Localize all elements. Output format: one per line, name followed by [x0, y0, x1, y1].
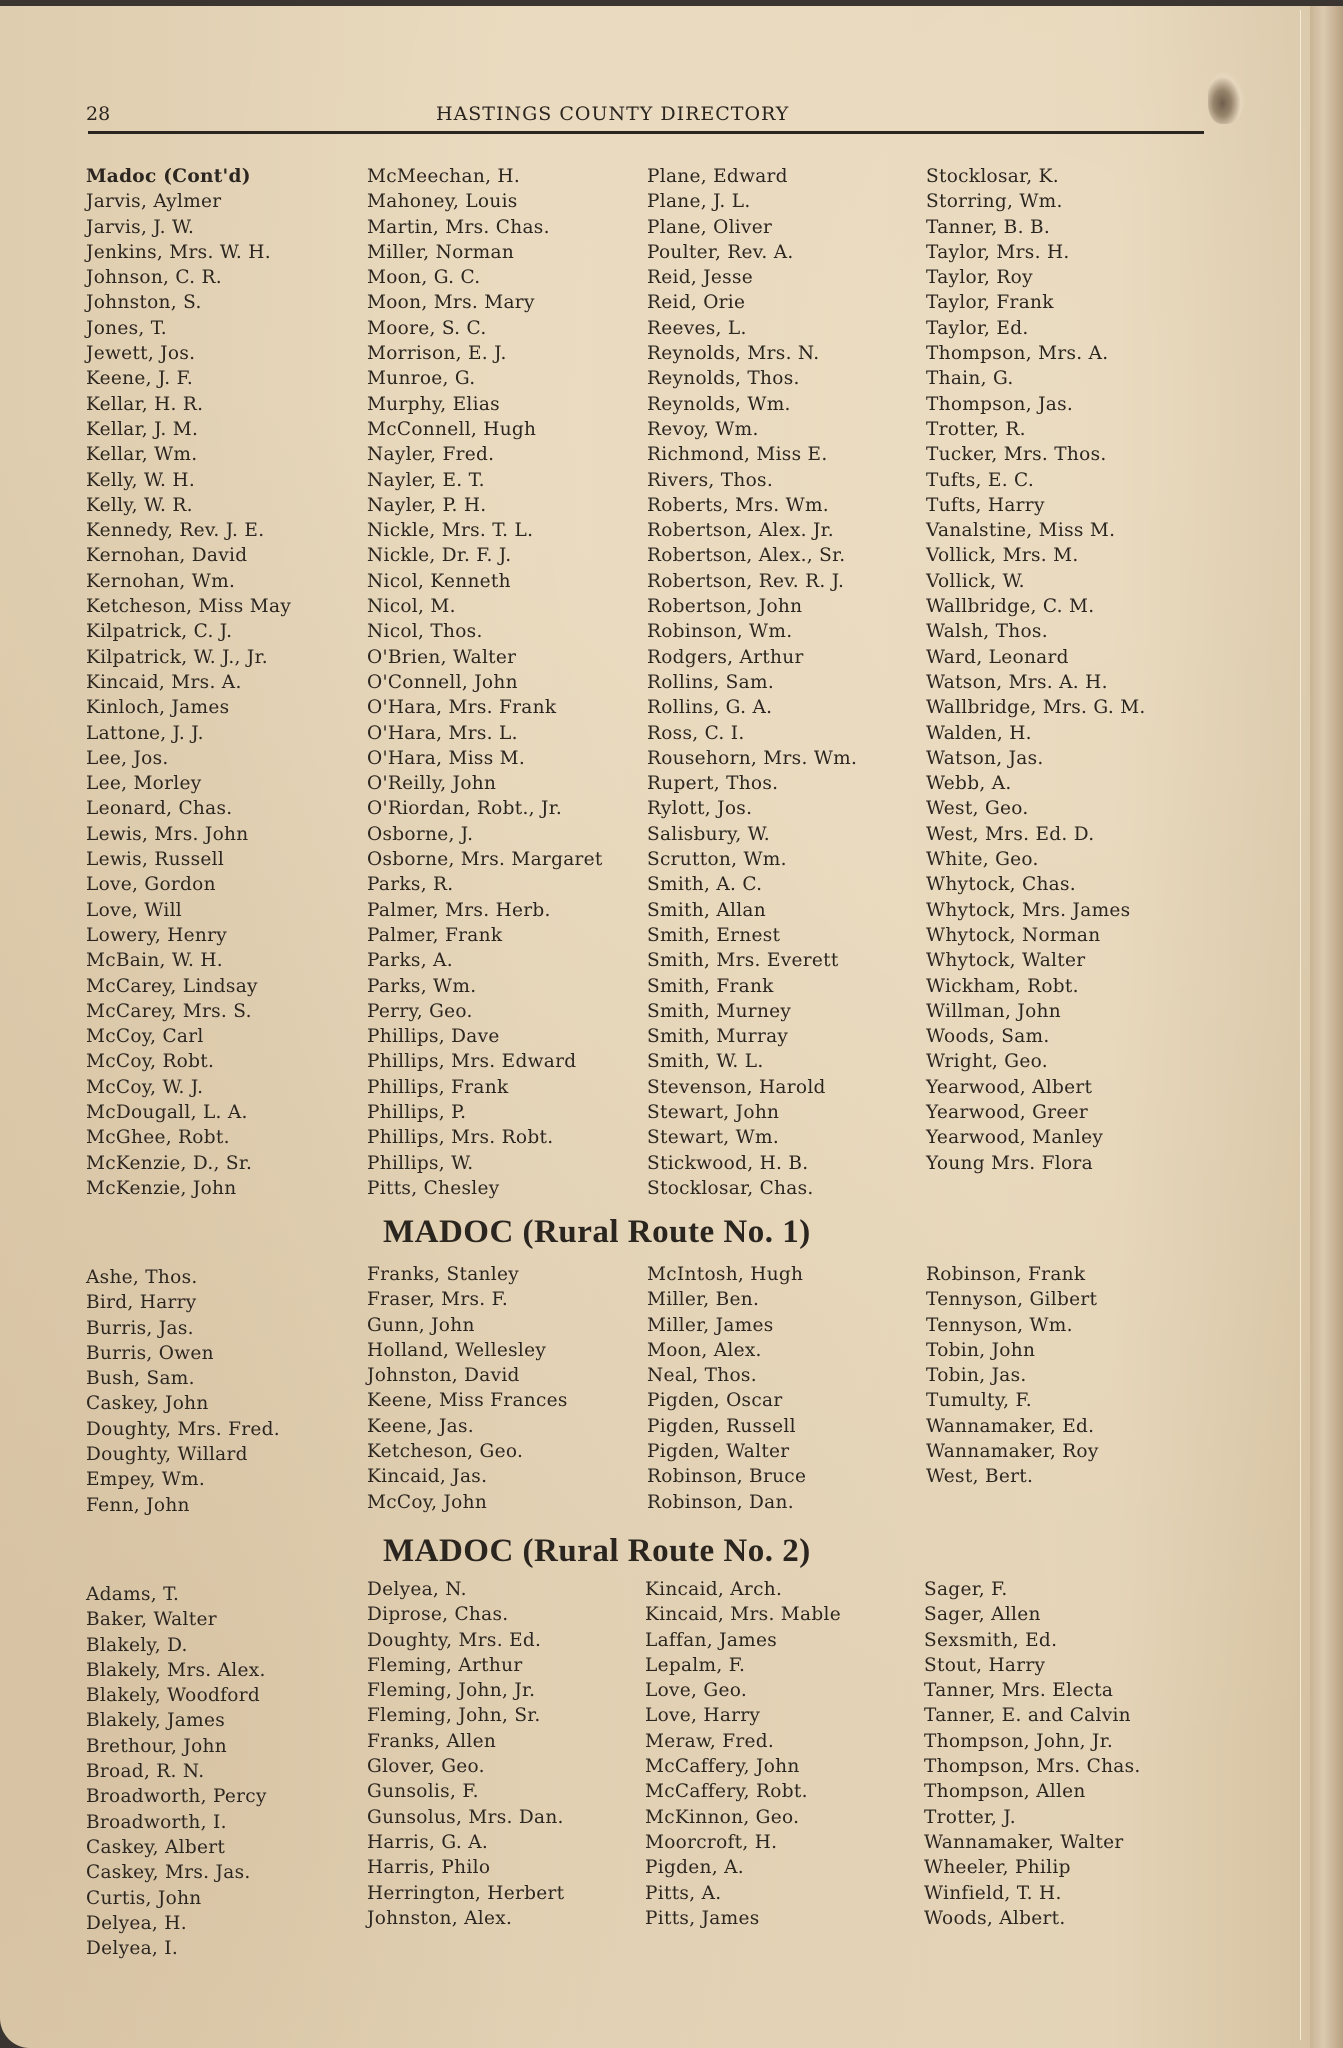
directory-entry: White, Geo. — [926, 849, 1039, 871]
directory-entry: Gunsolus, Mrs. Dan. — [367, 1806, 564, 1828]
directory-entry: Lattone, J. J. — [86, 722, 204, 744]
directory-entry: Diprose, Chas. — [367, 1604, 509, 1626]
directory-entry: Fleming, John, Jr. — [367, 1680, 536, 1702]
directory-entry: Jewett, Jos. — [86, 343, 196, 365]
directory-entry: Kincaid, Mrs. A. — [86, 671, 242, 693]
directory-entry: Nayler, Fred. — [367, 444, 495, 466]
directory-entry: Phillips, W. — [367, 1152, 474, 1174]
directory-entry: Reynolds, Thos. — [647, 368, 800, 390]
directory-entry: Broadworth, Percy — [86, 1786, 267, 1808]
directory-entry: McCarey, Mrs. S. — [86, 1000, 252, 1022]
directory-entry: Lowery, Henry — [86, 924, 227, 946]
directory-entry: Burris, Owen — [86, 1342, 214, 1364]
directory-entry: McBain, W. H. — [86, 950, 223, 972]
directory-entry: Robertson, Alex., Sr. — [647, 545, 846, 567]
directory-entry: Kellar, J. M. — [86, 418, 199, 440]
directory-entry: Smith, Allan — [647, 899, 766, 921]
directory-entry: Rodgers, Arthur — [647, 646, 804, 668]
rural-route-2-column-4 — [924, 1577, 1141, 1931]
directory-entry: Brethour, John — [86, 1735, 227, 1757]
directory-entry: Keene, Jas. — [367, 1415, 474, 1437]
directory-entry: Tanner, Mrs. Electa — [924, 1680, 1114, 1702]
directory-entry: Broadworth, I. — [86, 1811, 227, 1833]
directory-entry: McKinnon, Geo. — [645, 1806, 800, 1828]
madoc-contd-column-2 — [367, 164, 603, 1201]
directory-entry: Plane, Oliver — [647, 216, 773, 238]
book-spine-edge — [1310, 6, 1343, 2048]
directory-entry: Ashe, Thos. — [86, 1267, 198, 1288]
directory-entry: West, Geo. — [926, 798, 1029, 820]
directory-entry: Caskey, Mrs. Jas. — [86, 1862, 251, 1884]
directory-entry: Osborne, Mrs. Margaret — [367, 849, 603, 871]
directory-entry: Love, Harry — [645, 1705, 761, 1727]
directory-entry: Delyea, I. — [86, 1938, 179, 1960]
directory-entry: Pitts, Chesley — [367, 1177, 500, 1199]
directory-entry: Stickwood, H. B. — [647, 1152, 809, 1174]
directory-entry: Love, Gordon — [86, 874, 216, 896]
directory-entry: Taylor, Mrs. H. — [926, 241, 1070, 263]
directory-entry: Nayler, E. T. — [367, 469, 485, 491]
directory-entry: Palmer, Mrs. Herb. — [367, 899, 551, 921]
directory-entry: Jenkins, Mrs. W. H. — [86, 241, 271, 263]
directory-entry: Trotter, J. — [924, 1806, 1016, 1828]
directory-entry: Pigden, Oscar — [647, 1390, 783, 1412]
directory-entry: Caskey, John — [86, 1393, 209, 1415]
directory-entry: Moore, S. C. — [367, 317, 487, 339]
directory-entry: Wallbridge, C. M. — [926, 596, 1095, 618]
directory-entry: Smith, Murray — [647, 1026, 789, 1048]
directory-entry: Smith, A. C. — [647, 874, 763, 896]
directory-entry: Rupert, Thos. — [647, 773, 779, 795]
directory-entry: Sexsmith, Ed. — [924, 1629, 1058, 1651]
directory-entry: Martin, Mrs. Chas. — [367, 216, 550, 238]
directory-entry: Plane, J. L. — [647, 191, 751, 213]
rural-route-2-heading: MADOC (Rural Route No. 2) — [383, 1533, 811, 1569]
directory-entry: Roberts, Mrs. Wm. — [647, 494, 829, 516]
directory-entry: Broad, R. N. — [86, 1761, 205, 1783]
directory-entry: Reynolds, Mrs. N. — [647, 343, 820, 365]
directory-entry: Miller, Norman — [367, 241, 515, 263]
directory-entry: McKenzie, John — [86, 1177, 237, 1199]
directory-entry: Thompson, John, Jr. — [924, 1730, 1114, 1752]
directory-entry: Young Mrs. Flora — [926, 1152, 1093, 1174]
directory-entry: Smith, Frank — [647, 975, 774, 997]
directory-entry: Nicol, Thos. — [367, 621, 483, 643]
directory-entry: Blakely, Woodford — [86, 1685, 261, 1707]
directory-entry: Kincaid, Arch. — [645, 1579, 783, 1600]
directory-entry: Jones, T. — [86, 317, 167, 339]
directory-entry: Pigden, Russell — [647, 1415, 796, 1437]
directory-entry: O'Connell, John — [367, 671, 518, 693]
directory-entry: Whytock, Walter — [926, 950, 1086, 972]
directory-entry: Moon, Mrs. Mary — [367, 292, 535, 314]
directory-entry: McGhee, Robt. — [86, 1127, 230, 1149]
directory-entry: Keene, J. F. — [86, 368, 194, 390]
directory-entry: Robinson, Frank — [926, 1264, 1086, 1285]
directory-entry: Doughty, Willard — [86, 1444, 248, 1466]
directory-entry: Miller, Ben. — [647, 1289, 760, 1311]
directory-entry: McIntosh, Hugh — [647, 1264, 804, 1285]
directory-entry: Love, Geo. — [645, 1680, 748, 1702]
directory-entry: McCoy, Robt. — [86, 1051, 215, 1073]
directory-entry: Moon, G. C. — [367, 267, 481, 289]
directory-entry: Doughty, Mrs. Fred. — [86, 1418, 280, 1440]
directory-entry: Lee, Morley — [86, 773, 202, 795]
directory-entry: Robinson, Dan. — [647, 1491, 794, 1513]
rural-route-2-column-2 — [367, 1577, 564, 1931]
directory-entry: Adams, T. — [86, 1584, 180, 1605]
directory-entry: Wheeler, Philip — [924, 1857, 1071, 1879]
directory-entry: Tennyson, Wm. — [926, 1314, 1073, 1336]
directory-entry: Delyea, H. — [86, 1912, 187, 1934]
directory-entry: Phillips, Mrs. Edward — [367, 1051, 577, 1073]
directory-entry: Pitts, James — [645, 1907, 760, 1929]
directory-entry: Rylott, Jos. — [647, 798, 753, 820]
directory-entry: Watson, Jas. — [926, 747, 1044, 769]
directory-entry: Nayler, P. H. — [367, 494, 487, 516]
directory-entry: Plane, Edward — [647, 166, 788, 187]
rural-route-1-heading: MADOC (Rural Route No. 1) — [383, 1214, 811, 1250]
directory-entry: Kellar, Wm. — [86, 444, 198, 466]
directory-entry: Trotter, R. — [926, 418, 1026, 440]
directory-entry: Holland, Wellesley — [367, 1339, 547, 1361]
directory-entry: McCoy, W. J. — [86, 1076, 204, 1098]
madoc-contd-column-1 — [86, 164, 291, 1201]
directory-entry: Smith, Murney — [647, 1000, 792, 1022]
rural-route-1-column-3 — [647, 1262, 806, 1515]
directory-entry: Nicol, Kenneth — [367, 570, 511, 592]
directory-entry: Fenn, John — [86, 1494, 190, 1516]
directory-entry: Tufts, E. C. — [926, 469, 1035, 491]
directory-entry: Wickham, Robt. — [926, 975, 1079, 997]
directory-entry: Tumulty, F. — [926, 1390, 1032, 1412]
directory-entry: Tucker, Mrs. Thos. — [926, 444, 1107, 466]
directory-entry: Kinloch, James — [86, 697, 230, 719]
directory-entry: Nicol, M. — [367, 596, 456, 618]
directory-entry: Robertson, John — [647, 596, 803, 618]
directory-entry: McCoy, John — [367, 1491, 488, 1513]
directory-entry: Walden, H. — [926, 722, 1032, 744]
directory-entry: Tufts, Harry — [926, 494, 1045, 516]
directory-entry: Stewart, Wm. — [647, 1127, 779, 1149]
directory-entry: Robinson, Wm. — [647, 621, 793, 643]
directory-entry: Keene, Miss Frances — [367, 1390, 568, 1412]
directory-entry: Woods, Albert. — [924, 1907, 1066, 1929]
directory-entry: Blakely, Mrs. Alex. — [86, 1659, 266, 1681]
directory-entry: O'Hara, Mrs. L. — [367, 722, 518, 744]
directory-entry: Jarvis, Aylmer — [86, 191, 222, 213]
directory-entry: Winfield, T. H. — [924, 1882, 1062, 1904]
directory-entry: Poulter, Rev. A. — [647, 241, 794, 263]
directory-entry: Lee, Jos. — [86, 747, 169, 769]
directory-entry: Smith, W. L. — [647, 1051, 764, 1073]
directory-entry: Blakely, James — [86, 1710, 226, 1732]
directory-entry: Whytock, Chas. — [926, 874, 1076, 896]
directory-entry: Reid, Orie — [647, 292, 746, 314]
directory-entry: Wannamaker, Roy — [926, 1441, 1099, 1463]
directory-entry: Taylor, Roy — [926, 267, 1033, 289]
directory-entry: Reeves, L. — [647, 317, 747, 339]
directory-entry: Fleming, John, Sr. — [367, 1705, 541, 1727]
directory-entry: Wannamaker, Walter — [924, 1831, 1124, 1853]
directory-entry: Johnston, David — [367, 1365, 520, 1387]
directory-entry: Smith, Mrs. Everett — [647, 950, 839, 972]
directory-entry: Pigden, A. — [645, 1857, 744, 1879]
directory-entry: Thompson, Jas. — [926, 393, 1074, 415]
directory-entry: Vollick, Mrs. M. — [926, 545, 1079, 567]
directory-entry: Kellar, H. R. — [86, 393, 204, 415]
directory-entry: Lepalm, F. — [645, 1654, 746, 1676]
directory-entry: Fraser, Mrs. F. — [367, 1289, 509, 1311]
directory-entry: Phillips, P. — [367, 1101, 467, 1123]
directory-entry: Salisbury, W. — [647, 823, 770, 845]
directory-entry: Parks, Wm. — [367, 975, 477, 997]
section-subheading: Madoc (Cont'd) — [86, 166, 251, 187]
directory-entry: Stewart, John — [647, 1101, 780, 1123]
directory-entry: Kelly, W. R. — [86, 494, 193, 516]
directory-entry: West, Bert. — [926, 1466, 1034, 1488]
directory-entry: Yearwood, Albert — [926, 1076, 1093, 1098]
directory-entry: Love, Will — [86, 899, 183, 921]
directory-entry: O'Reilly, John — [367, 773, 497, 795]
directory-entry: Johnston, Alex. — [367, 1907, 513, 1929]
directory-entry: Yearwood, Manley — [926, 1127, 1104, 1149]
directory-entry: Parks, R. — [367, 874, 454, 896]
directory-entry: Caskey, Albert — [86, 1836, 226, 1858]
directory-entry: Thain, G. — [926, 368, 1014, 390]
directory-entry: McCaffery, John — [645, 1756, 800, 1778]
directory-entry: Kernohan, Wm. — [86, 570, 236, 592]
directory-entry: O'Hara, Mrs. Frank — [367, 697, 557, 719]
directory-entry: Baker, Walter — [86, 1609, 217, 1631]
directory-entry: Woods, Sam. — [926, 1026, 1050, 1048]
madoc-contd-column-3 — [647, 164, 857, 1201]
rural-route-1-column-2 — [367, 1262, 568, 1515]
directory-entry: Phillips, Mrs. Robt. — [367, 1127, 554, 1149]
directory-entry: Osborne, J. — [367, 823, 474, 845]
directory-entry: Rollins, Sam. — [647, 671, 775, 693]
directory-entry: Revoy, Wm. — [647, 418, 759, 440]
directory-entry: Herrington, Herbert — [367, 1882, 565, 1904]
rural-route-2-column-1 — [86, 1582, 267, 1961]
directory-entry: Richmond, Miss E. — [647, 444, 828, 466]
directory-entry: Ward, Leonard — [926, 646, 1069, 668]
directory-entry: Bird, Harry — [86, 1292, 197, 1314]
directory-entry: West, Mrs. Ed. D. — [926, 823, 1095, 845]
directory-entry: Empey, Wm. — [86, 1469, 206, 1491]
directory-entry: Walsh, Thos. — [926, 621, 1048, 643]
madoc-contd-column-4 — [926, 164, 1146, 1176]
directory-entry: Glover, Geo. — [367, 1756, 485, 1778]
directory-entry: Moon, Alex. — [647, 1339, 762, 1361]
directory-entry: Stout, Harry — [924, 1654, 1046, 1676]
directory-entry: Jarvis, J. W. — [86, 216, 195, 238]
directory-entry: Bush, Sam. — [86, 1368, 195, 1390]
rural-route-2-column-3 — [645, 1577, 841, 1931]
header-rule — [88, 131, 1204, 134]
directory-entry: Wallbridge, Mrs. G. M. — [926, 697, 1146, 719]
directory-entry: Rousehorn, Mrs. Wm. — [647, 747, 858, 769]
directory-entry: O'Brien, Walter — [367, 646, 517, 668]
directory-entry: Delyea, N. — [367, 1579, 467, 1600]
directory-entry: Thompson, Mrs. Chas. — [924, 1756, 1141, 1778]
directory-entry: Ross, C. I. — [647, 722, 745, 744]
directory-entry: Morrison, E. J. — [367, 343, 507, 365]
directory-entry: Thompson, Mrs. A. — [926, 343, 1109, 365]
directory-entry: Tobin, John — [926, 1339, 1036, 1361]
directory-entry: Moorcroft, H. — [645, 1831, 778, 1853]
directory-entry: Harris, Philo — [367, 1857, 491, 1879]
directory-entry: Ketcheson, Miss May — [86, 596, 292, 618]
directory-entry: Johnson, C. R. — [86, 267, 222, 289]
paper-tear-mark — [1208, 72, 1244, 124]
directory-entry: Fleming, Arthur — [367, 1654, 523, 1676]
directory-entry: Doughty, Mrs. Ed. — [367, 1629, 542, 1651]
directory-entry: Smith, Ernest — [647, 924, 781, 946]
directory-entry: Tennyson, Gilbert — [926, 1289, 1098, 1311]
directory-entry: Thompson, Allen — [924, 1781, 1086, 1803]
directory-entry: Taylor, Ed. — [926, 317, 1029, 339]
running-head-title: HASTINGS COUNTY DIRECTORY — [436, 103, 790, 125]
directory-entry: McCaffery, Robt. — [645, 1781, 808, 1803]
directory-entry: Tanner, E. and Calvin — [924, 1705, 1131, 1727]
directory-entry: Stocklosar, K. — [926, 166, 1059, 187]
directory-entry: Kilpatrick, C. J. — [86, 621, 233, 643]
directory-entry: Nickle, Dr. F. J. — [367, 545, 512, 567]
directory-entry: Whytock, Norman — [926, 924, 1101, 946]
directory-entry: Blakely, D. — [86, 1634, 188, 1656]
directory-entry: Pigden, Walter — [647, 1441, 790, 1463]
directory-entry: Phillips, Frank — [367, 1076, 509, 1098]
directory-entry: Murphy, Elias — [367, 393, 500, 415]
directory-entry: Sager, F. — [924, 1579, 1008, 1600]
directory-entry: Yearwood, Greer — [926, 1101, 1089, 1123]
directory-entry: Vollick, W. — [926, 570, 1025, 592]
directory-entry: Curtis, John — [86, 1887, 202, 1909]
directory-entry: Robertson, Alex. Jr. — [647, 520, 834, 542]
directory-entry: Meraw, Fred. — [645, 1730, 775, 1752]
directory-entry: Miller, James — [647, 1314, 774, 1336]
directory-entry: Neal, Thos. — [647, 1365, 757, 1387]
directory-entry: Leonard, Chas. — [86, 798, 233, 820]
directory-entry: Tobin, Jas. — [926, 1365, 1027, 1387]
directory-entry: Kelly, W. H. — [86, 469, 196, 491]
directory-entry: Rivers, Thos. — [647, 469, 774, 491]
directory-entry: Sager, Allen — [924, 1604, 1041, 1626]
directory-entry: Reynolds, Wm. — [647, 393, 791, 415]
directory-entry: Palmer, Frank — [367, 924, 503, 946]
directory-entry: McConnell, Hugh — [367, 418, 537, 440]
directory-entry: Webb, A. — [926, 773, 1012, 795]
page-number: 28 — [86, 103, 111, 125]
directory-entry: Gunn, John — [367, 1314, 475, 1336]
directory-entry: Stocklosar, Chas. — [647, 1177, 814, 1199]
directory-entry: Stevenson, Harold — [647, 1076, 826, 1098]
directory-entry: McMeechan, H. — [367, 166, 521, 187]
directory-entry: McDougall, L. A. — [86, 1101, 248, 1123]
directory-entry: Phillips, Dave — [367, 1026, 500, 1048]
directory-entry: Lewis, Russell — [86, 849, 225, 871]
directory-entry: Kilpatrick, W. J., Jr. — [86, 646, 268, 668]
directory-entry: Johnston, S. — [86, 292, 202, 314]
rural-route-1-column-4 — [926, 1262, 1099, 1490]
directory-entry: Taylor, Frank — [926, 292, 1054, 314]
rural-route-1-column-1 — [86, 1265, 280, 1518]
directory-entry: Wright, Geo. — [926, 1051, 1048, 1073]
directory-entry: Rollins, G. A. — [647, 697, 773, 719]
directory-entry: Ketcheson, Geo. — [367, 1441, 524, 1463]
directory-entry: O'Riordan, Robt., Jr. — [367, 798, 563, 820]
directory-entry: Willman, John — [926, 1000, 1061, 1022]
directory-entry: Storring, Wm. — [926, 191, 1063, 213]
directory-entry: Kincaid, Mrs. Mable — [645, 1604, 841, 1626]
directory-entry: Mahoney, Louis — [367, 191, 518, 213]
directory-entry: Laffan, James — [645, 1629, 778, 1651]
directory-entry: Robinson, Bruce — [647, 1466, 807, 1488]
directory-entry: Munroe, G. — [367, 368, 476, 390]
directory-entry: Kernohan, David — [86, 545, 248, 567]
directory-entry: Nickle, Mrs. T. L. — [367, 520, 534, 542]
page-crease — [1300, 10, 1301, 2040]
directory-entry: Parks, A. — [367, 950, 453, 972]
directory-entry: Pitts, A. — [645, 1882, 722, 1904]
directory-entry: Reid, Jesse — [647, 267, 753, 289]
directory-entry: Franks, Stanley — [367, 1264, 519, 1285]
directory-entry: Scrutton, Wm. — [647, 849, 787, 871]
directory-entry: Kincaid, Jas. — [367, 1466, 488, 1488]
directory-entry: Tanner, B. B. — [926, 216, 1051, 238]
directory-entry: McCarey, Lindsay — [86, 975, 258, 997]
directory-entry: Franks, Allen — [367, 1730, 497, 1752]
directory-entry: Lewis, Mrs. John — [86, 823, 249, 845]
directory-entry: Whytock, Mrs. James — [926, 899, 1131, 921]
directory-entry: Harris, G. A. — [367, 1831, 489, 1853]
directory-entry: McCoy, Carl — [86, 1026, 204, 1048]
directory-entry: Robertson, Rev. R. J. — [647, 570, 845, 592]
directory-entry: Kennedy, Rev. J. E. — [86, 520, 265, 542]
directory-entry: O'Hara, Miss M. — [367, 747, 526, 769]
directory-entry: Vanalstine, Miss M. — [926, 520, 1116, 542]
directory-entry: McKenzie, D., Sr. — [86, 1152, 253, 1174]
directory-entry: Perry, Geo. — [367, 1000, 473, 1022]
directory-entry: Burris, Jas. — [86, 1317, 194, 1339]
directory-entry: Watson, Mrs. A. H. — [926, 671, 1108, 693]
directory-entry: Gunsolis, F. — [367, 1781, 479, 1803]
directory-entry: Wannamaker, Ed. — [926, 1415, 1095, 1437]
